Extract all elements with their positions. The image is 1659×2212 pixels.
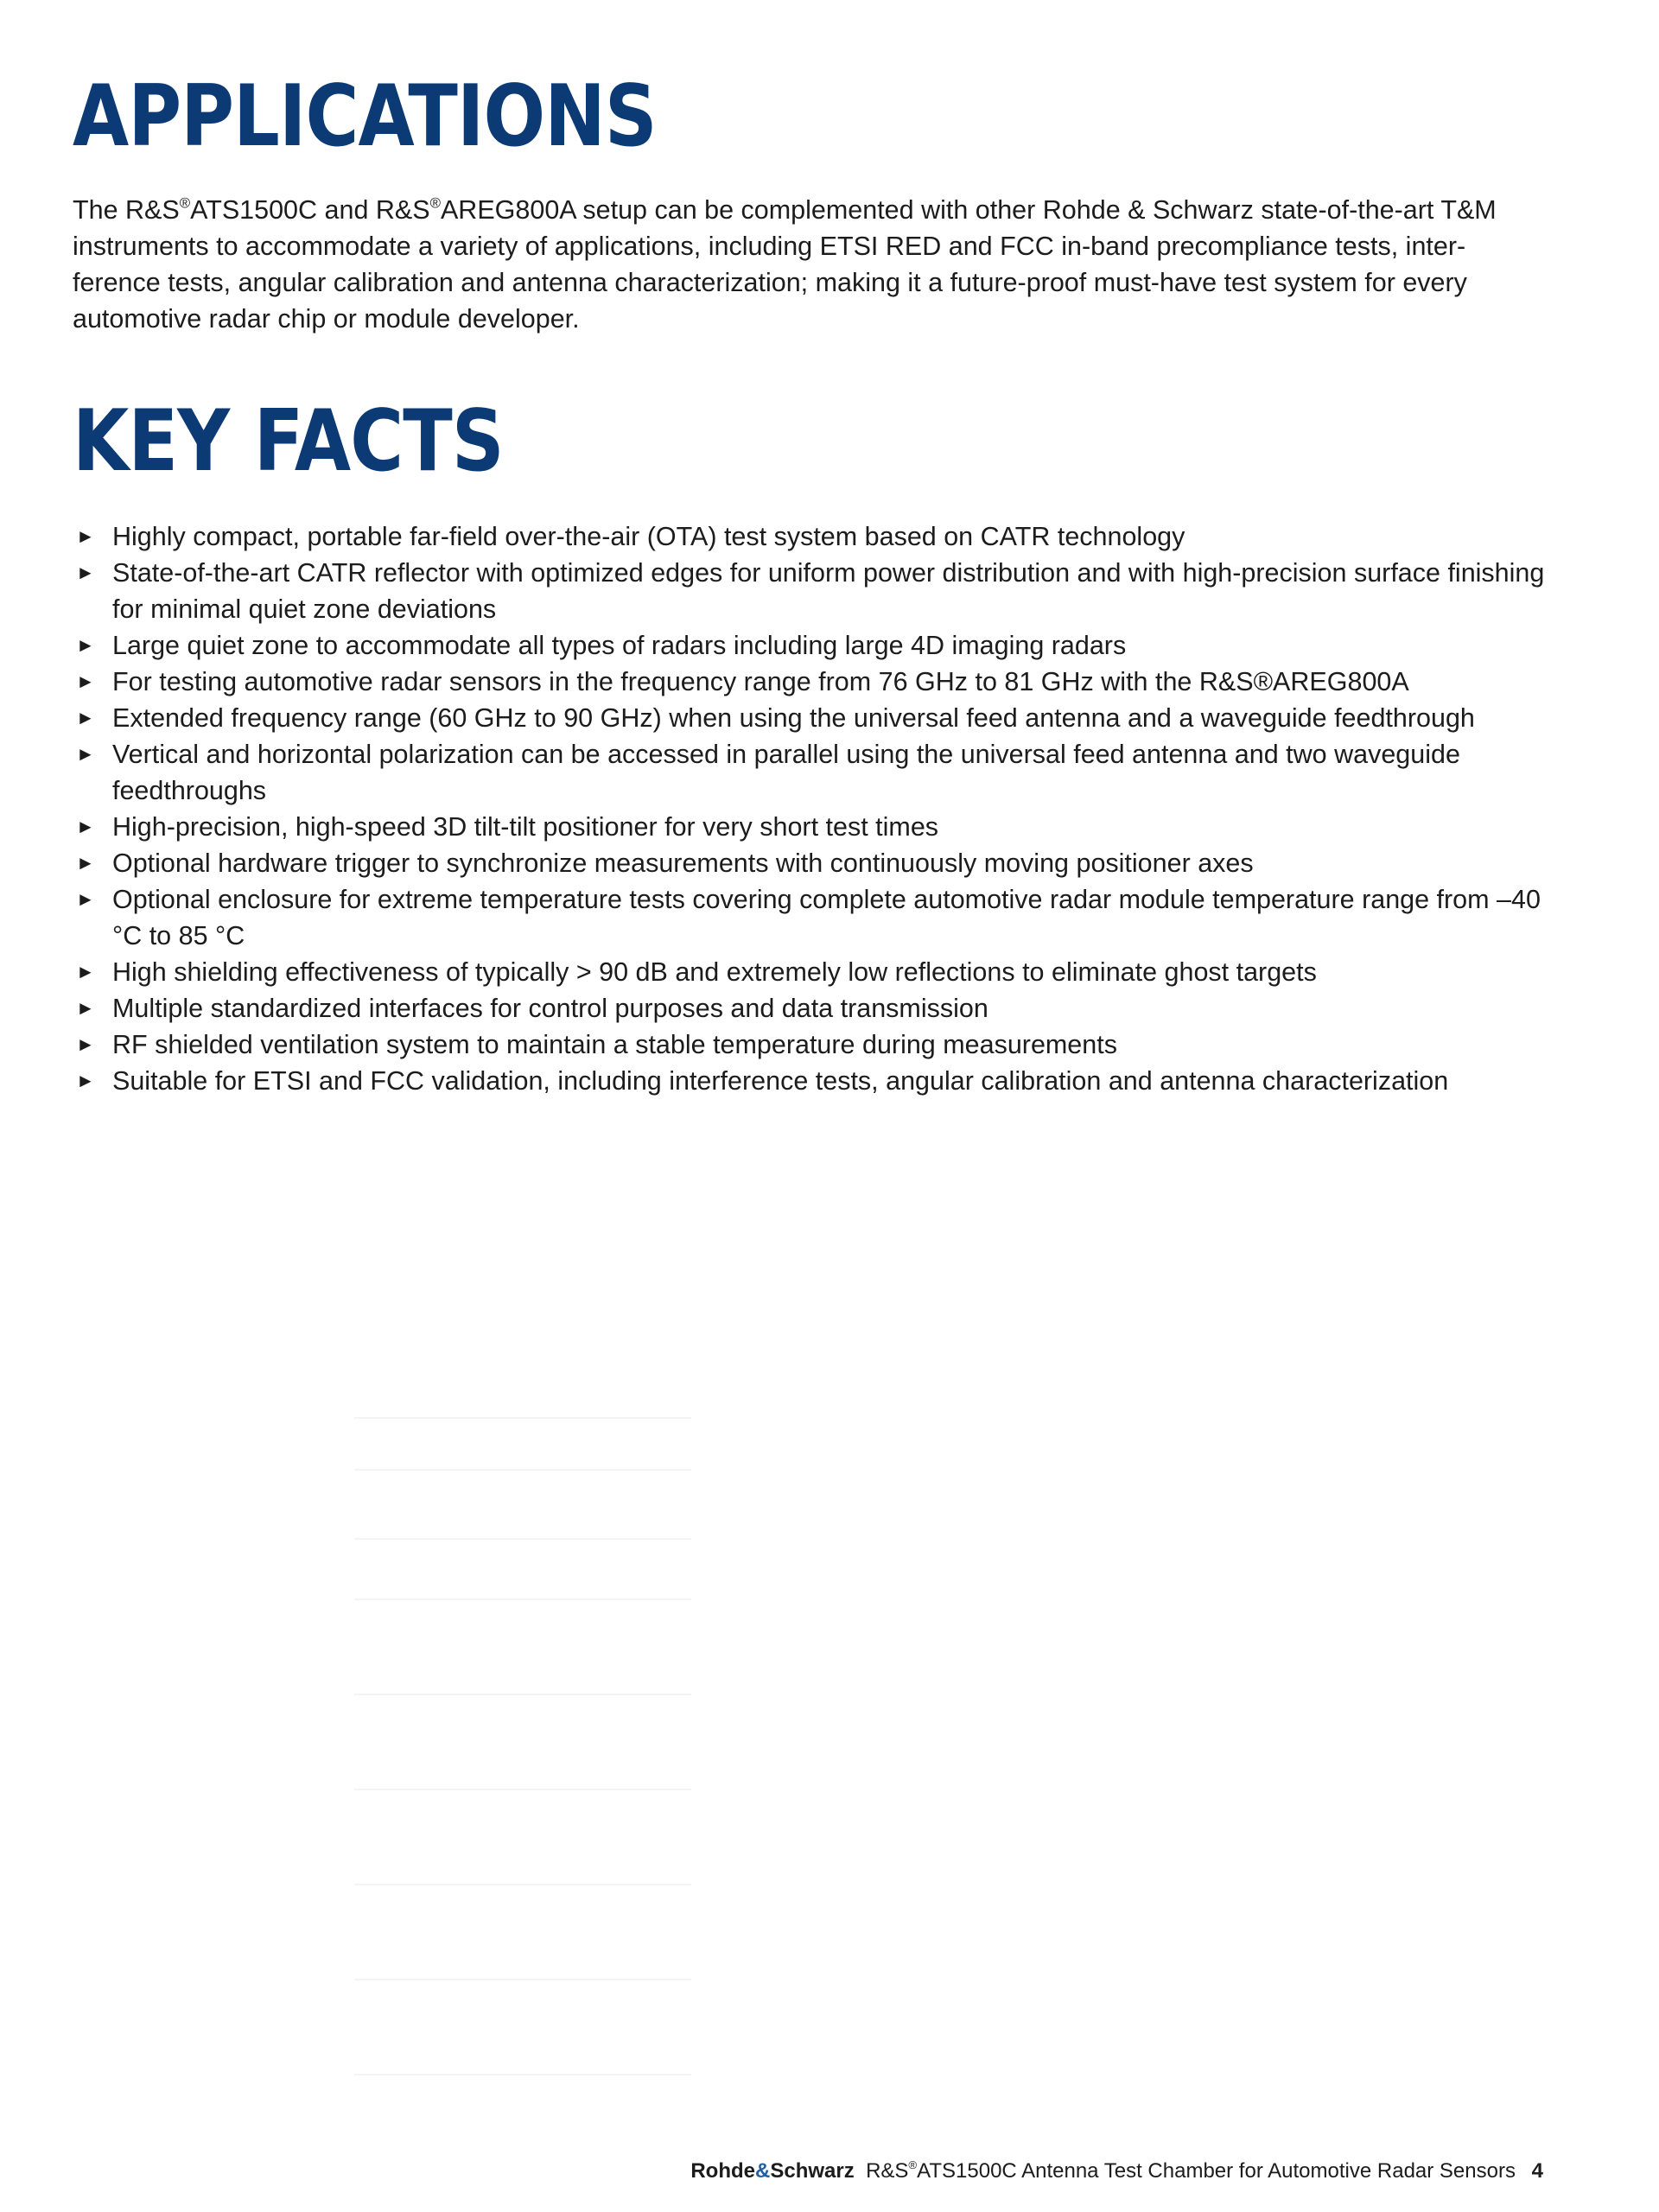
triangle-bullet-icon: ►: [76, 671, 95, 692]
page-footer: [690, 2158, 1543, 2185]
ghost-divider: [354, 2074, 691, 2075]
page-number: 4: [1531, 2159, 1543, 2183]
triangle-bullet-icon: ►: [76, 1033, 95, 1055]
product-prefix: R&S: [866, 2159, 909, 2183]
triangle-bullet-icon: ►: [76, 707, 95, 728]
ghost-divider: [354, 1469, 691, 1471]
list-item-text: State-of-the-art CATR reflector with optimized edges for uniform power distribution and with high-precision surface finishing for minimal quiet zone deviations: [112, 558, 1545, 624]
list-item-text: Vertical and horizontal polarization can be accessed in parallel using the universal feed antenna and two waveguide feedthroughs: [112, 740, 1460, 805]
triangle-bullet-icon: ►: [76, 997, 95, 1019]
ghost-divider: [354, 1417, 691, 1419]
list-item: [73, 990, 1559, 1027]
ghost-divider: [354, 1694, 691, 1695]
footer-product-title: [860, 2159, 1516, 2183]
intro-text: The R&S: [73, 195, 180, 225]
list-item-text: Highly compact, portable far-field over-the-air (OTA) test system based on CATR technology: [112, 522, 1185, 551]
list-item-text: Extended frequency range (60 GHz to 90 GHz) when using the universal feed antenna and a waveguide feedthrough: [112, 703, 1475, 733]
brand-ampersand: &: [755, 2159, 771, 2183]
brand-logo-text: [690, 2159, 854, 2183]
list-item: [73, 700, 1559, 736]
intro-text: ference tests, angular calibration and antenna characterization; making it a future-proof must-have test system for every: [73, 268, 1467, 297]
triangle-bullet-icon: ►: [76, 562, 95, 583]
triangle-bullet-icon: ►: [76, 816, 95, 837]
list-item-text: RF shielded ventilation system to maintain a stable temperature during measurements: [112, 1030, 1117, 1059]
list-item-text: Optional hardware trigger to synchronize measurements with continuously moving positioner axes: [112, 849, 1254, 878]
list-item: [73, 1027, 1559, 1063]
registered-mark: ®: [179, 194, 191, 212]
intro-text: automotive radar chip or module developer.: [73, 304, 580, 334]
list-item-text: Multiple standardized interfaces for control purposes and data transmission: [112, 994, 988, 1023]
list-item: [73, 845, 1559, 881]
brand-name-part: Rohde: [690, 2159, 755, 2183]
key-facts-list: [73, 518, 1559, 1099]
applications-paragraph: [73, 192, 1541, 337]
triangle-bullet-icon: ►: [76, 961, 95, 982]
triangle-bullet-icon: ►: [76, 1070, 95, 1091]
registered-mark: ®: [429, 194, 441, 212]
list-item: [73, 627, 1559, 664]
list-item: [73, 809, 1559, 845]
list-item: [73, 954, 1559, 990]
ghost-divider: [354, 1884, 691, 1885]
triangle-bullet-icon: ►: [76, 634, 95, 656]
list-item-text: High-precision, high-speed 3D tilt-tilt positioner for very short test times: [112, 812, 939, 842]
list-item: [73, 664, 1559, 700]
triangle-bullet-icon: ►: [76, 888, 95, 910]
triangle-bullet-icon: ►: [76, 525, 95, 547]
list-item-text: For testing automotive radar sensors in the frequency range from 76 GHz to 81 GHz with the R&S®AREG800A: [112, 667, 1409, 696]
ghost-divider: [354, 1599, 691, 1600]
intro-text: ATS1500C and R&S: [190, 195, 430, 225]
list-item-text: Optional enclosure for extreme temperature tests covering complete automotive radar module temperature range from –40 °C to 85 °C: [112, 885, 1541, 950]
intro-text: instruments to accommodate a variety of applications, including ETSI RED and FCC in-band precompliance tests, inter-: [73, 232, 1466, 261]
brand-name-part: Schwarz: [770, 2159, 855, 2183]
list-item-text: High shielding effectiveness of typically > 90 dB and extremely low reflections to eliminate ghost targets: [112, 957, 1317, 987]
triangle-bullet-icon: ►: [76, 852, 95, 874]
applications-heading: APPLICATIONS: [73, 67, 657, 166]
list-item: [73, 1063, 1559, 1099]
registered-mark: ®: [908, 2158, 918, 2172]
intro-text: AREG800A setup can be complemented with other Rohde & Schwarz state-of-the-art T&M: [440, 195, 1497, 225]
triangle-bullet-icon: ►: [76, 743, 95, 765]
list-item-text: Suitable for ETSI and FCC validation, including interference tests, angular calibration and antenna characterization: [112, 1066, 1449, 1096]
list-item: [73, 518, 1559, 555]
list-item: [73, 736, 1559, 809]
ghost-divider: [354, 1538, 691, 1540]
list-item: [73, 881, 1559, 954]
product-title: ATS1500C Antenna Test Chamber for Automotive Radar Sensors: [917, 2159, 1516, 2183]
ghost-divider: [354, 1979, 691, 1980]
ghost-divider: [354, 1789, 691, 1790]
list-item: [73, 555, 1559, 627]
list-item-text: Large quiet zone to accommodate all types of radars including large 4D imaging radars: [112, 631, 1127, 660]
key-facts-heading: KEY FACTS: [73, 392, 504, 491]
